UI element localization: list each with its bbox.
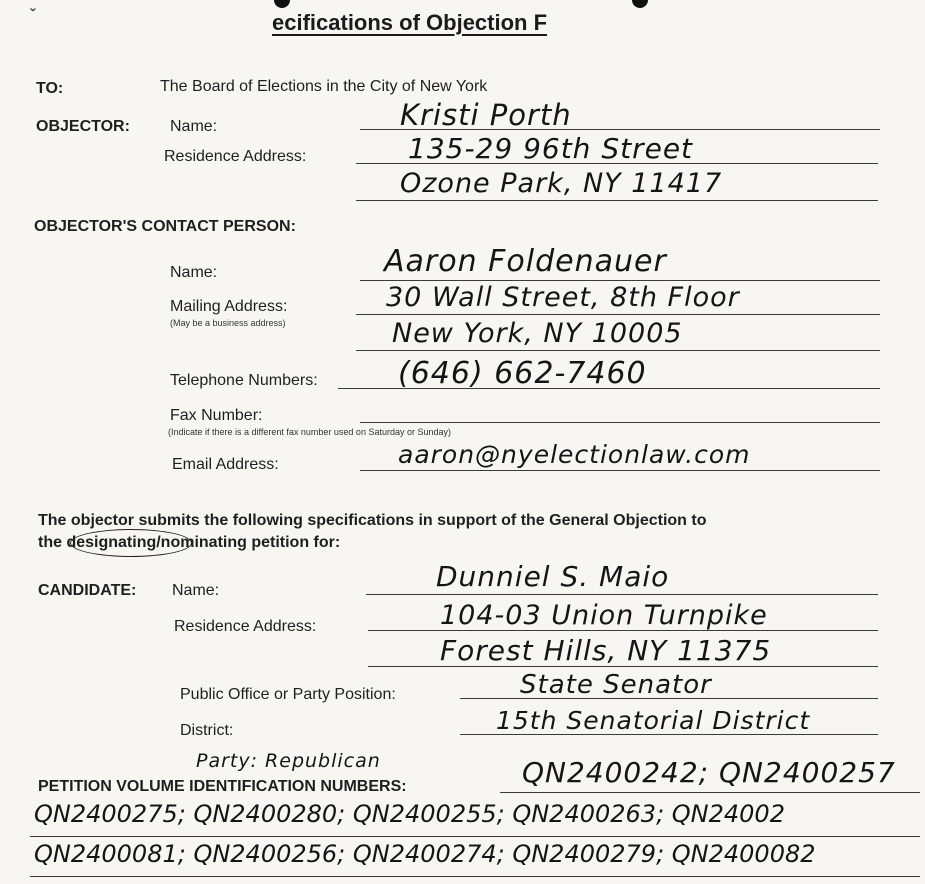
to-value: The Board of Elections in the City of New York bbox=[160, 78, 488, 95]
petition-volume-rule1 bbox=[500, 792, 920, 793]
objector-label: OBJECTOR: bbox=[36, 118, 130, 135]
statement-suffix: /nominating petition for: bbox=[156, 534, 341, 551]
objector-address-line2-rule bbox=[356, 200, 878, 201]
candidate-address-line2-rule bbox=[368, 666, 878, 667]
district-label: District: bbox=[180, 722, 234, 739]
district-line bbox=[460, 734, 878, 735]
objector-name-line bbox=[360, 129, 880, 130]
mailing-address-line1-rule bbox=[356, 314, 880, 315]
objector-address-line1: 135-29 96th Street bbox=[408, 132, 694, 165]
mailing-address-label: Mailing Address: bbox=[170, 298, 288, 315]
contact-person-heading: OBJECTOR'S CONTACT PERSON: bbox=[34, 218, 296, 235]
mailing-address-line2-rule bbox=[356, 350, 880, 351]
candidate-address-line1-rule bbox=[368, 630, 878, 631]
petition-volume-label: PETITION VOLUME IDENTIFICATION NUMBERS: bbox=[38, 778, 407, 795]
candidate-name-line bbox=[366, 594, 878, 595]
contact-name-value: Aaron Foldenauer bbox=[384, 244, 667, 279]
public-office-value: State Senator bbox=[520, 670, 712, 700]
email-label: Email Address: bbox=[172, 456, 279, 473]
statement-line1: The objector submits the following specifications in support of the General Objection to bbox=[38, 512, 707, 529]
form-title: ecifications of Objection F bbox=[272, 10, 548, 35]
mailing-address-line1: 30 Wall Street, 8th Floor bbox=[386, 282, 740, 313]
public-office-label: Public Office or Party Position: bbox=[180, 686, 396, 703]
fax-label: Fax Number: bbox=[170, 407, 263, 424]
candidate-name-label: Name: bbox=[172, 582, 220, 599]
fax-line bbox=[360, 422, 880, 423]
petition-volume-rule3 bbox=[30, 876, 920, 877]
telephone-label: Telephone Numbers: bbox=[170, 372, 318, 389]
petition-volume-line1: QN2400242; QN2400257 bbox=[522, 756, 896, 789]
petition-volume-line3: QN2400081; QN2400256; QN2400274; QN2400279; QN2400082 bbox=[34, 840, 816, 868]
telephone-value: (646) 662-7460 bbox=[398, 356, 647, 391]
petition-volume-rule2 bbox=[30, 836, 920, 837]
email-line bbox=[360, 470, 880, 471]
party-note: Party: Republican bbox=[196, 750, 381, 772]
fax-note: (Indicate if there is a different fax number used on Saturday or Sunday) bbox=[168, 427, 451, 437]
candidate-address-line2: Forest Hills, NY 11375 bbox=[440, 634, 772, 667]
telephone-line bbox=[338, 388, 880, 389]
statement-designating: designating bbox=[66, 534, 157, 551]
candidate-name-value: Dunniel S. Maio bbox=[436, 560, 670, 593]
candidate-address-label: Residence Address: bbox=[174, 618, 317, 635]
punch-hole-left bbox=[274, 0, 290, 8]
objector-name-label: Name: bbox=[170, 118, 218, 135]
objector-address-line2: Ozone Park, NY 11417 bbox=[400, 168, 723, 199]
contact-name-line bbox=[360, 280, 880, 281]
mailing-address-line2: New York, NY 10005 bbox=[392, 318, 683, 349]
designating-circle bbox=[70, 529, 192, 557]
objector-address-label: Residence Address: bbox=[164, 148, 307, 165]
mailing-address-note: (May be a business address) bbox=[170, 318, 286, 328]
email-value: aaron@nyelectionlaw.com bbox=[398, 440, 751, 469]
candidate-address-line1: 104-03 Union Turnpike bbox=[440, 600, 768, 631]
corner-mark: ˇ bbox=[30, 6, 36, 26]
public-office-line bbox=[460, 698, 878, 699]
candidate-label: CANDIDATE: bbox=[38, 582, 137, 599]
contact-name-label: Name: bbox=[170, 264, 218, 281]
district-value: 15th Senatorial District bbox=[496, 706, 811, 735]
objector-name-value: Kristi Porth bbox=[400, 98, 572, 132]
statement-prefix: the bbox=[38, 534, 67, 551]
petition-volume-line2: QN2400275; QN2400280; QN2400255; QN2400263; QN24002 bbox=[34, 800, 785, 828]
objector-address-line1-rule bbox=[356, 163, 878, 164]
to-label: TO: bbox=[36, 80, 64, 97]
punch-hole-right bbox=[632, 0, 648, 8]
